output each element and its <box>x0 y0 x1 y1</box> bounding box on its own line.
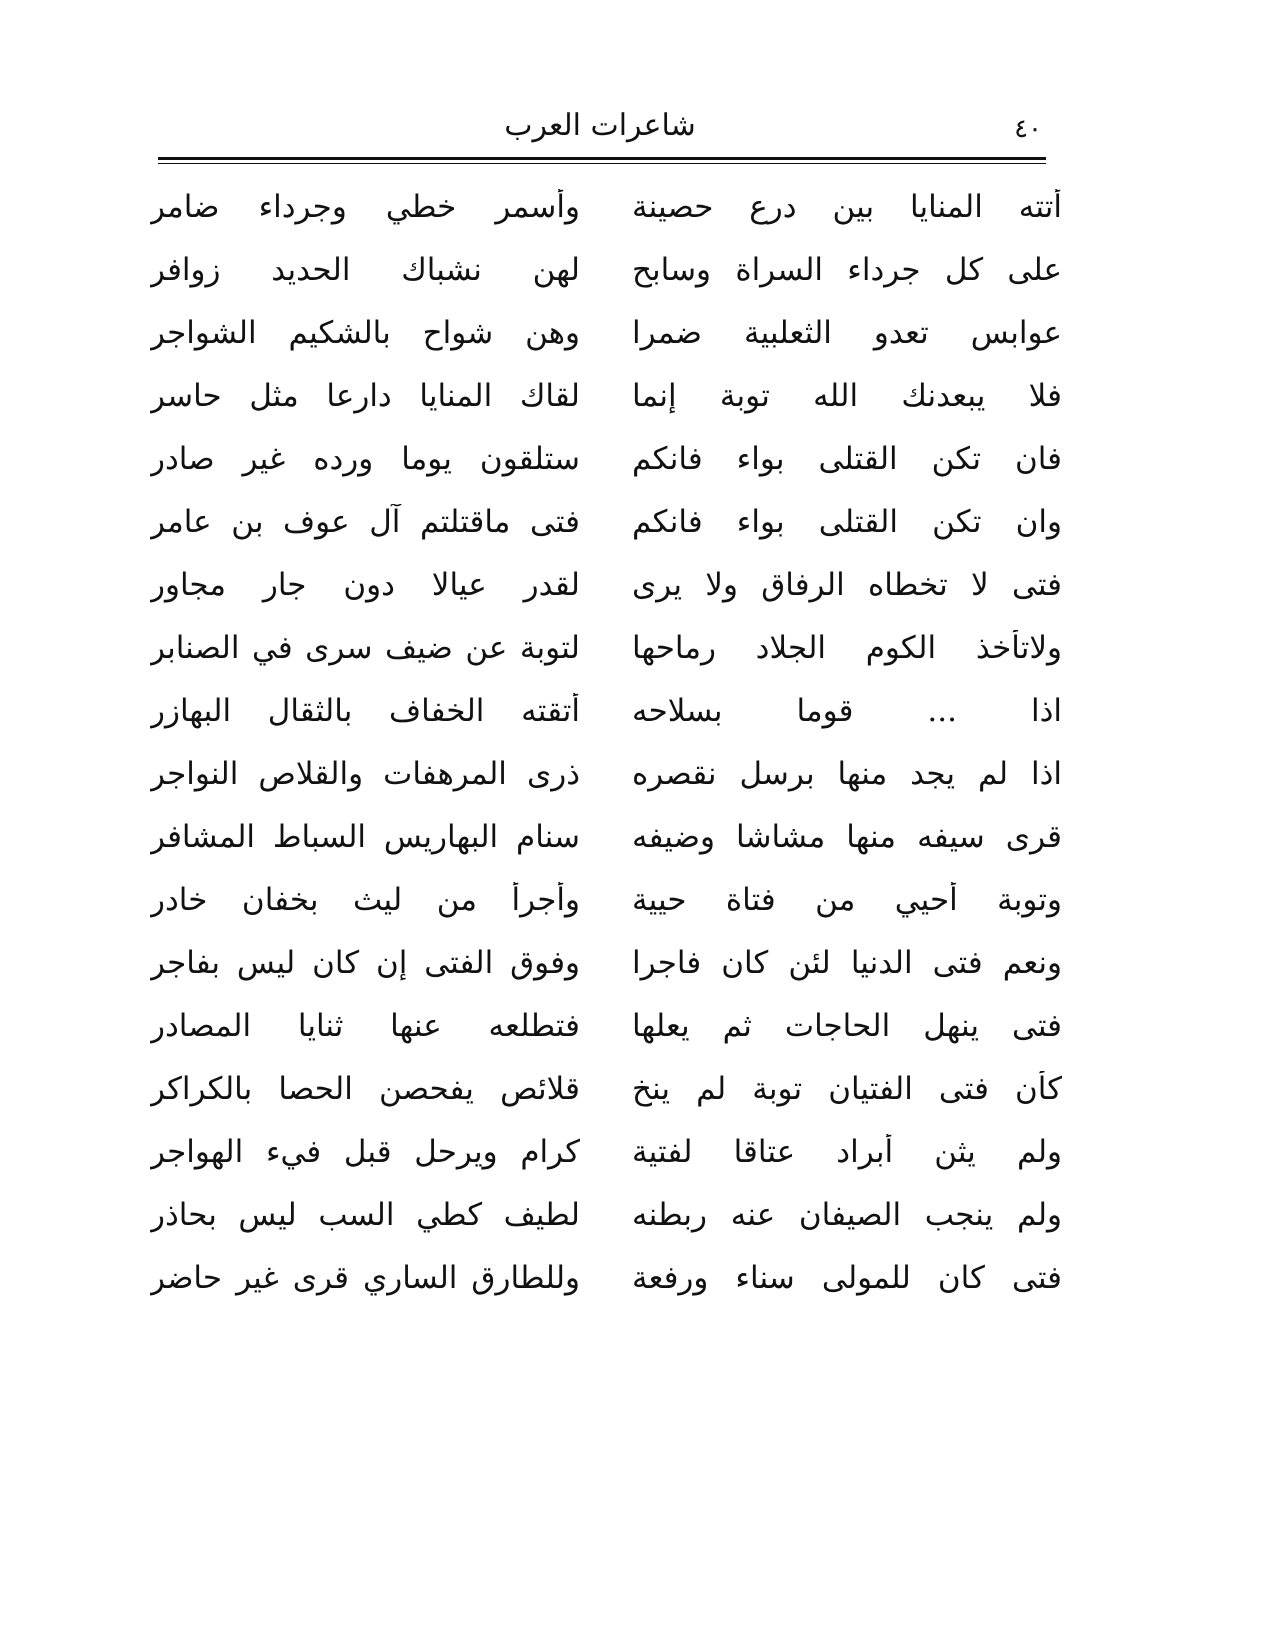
second-hemistich: لتوبة عن ضيف سرى في الصنابر <box>150 629 580 666</box>
verse-line <box>150 1246 1062 1309</box>
verse-line <box>150 364 1062 427</box>
first-hemistich: على كل جرداء السراة وسابح <box>632 251 1062 288</box>
second-hemistich: لقاك المنايا دارعا مثل حاسر <box>150 377 580 414</box>
second-hemistich: لطيف كطي السب ليس بحاذر <box>150 1196 580 1233</box>
verse-line <box>150 616 1062 679</box>
page-header <box>158 108 1042 158</box>
second-hemistich: وفوق الفتى إن كان ليس بفاجر <box>150 944 580 981</box>
first-hemistich: فتى لا تخطاه الرفاق ولا يرى <box>632 566 1062 603</box>
verse-line <box>150 805 1062 868</box>
first-hemistich: اذا لم يجد منها برسل نقصره <box>632 755 1062 792</box>
verse-line <box>150 301 1062 364</box>
verse-line <box>150 175 1062 238</box>
first-hemistich: وان تكن القتلى بواء فانكم <box>632 503 1062 540</box>
first-hemistich: ولم ينجب الصيفان عنه ربطنه <box>632 1196 1062 1233</box>
first-hemistich: فتى ينهل الحاجات ثم يعلها <box>632 1007 1062 1044</box>
verse-line <box>150 1057 1062 1120</box>
second-hemistich: وأجرأ من ليث بخفان خادر <box>150 881 580 918</box>
verse-line <box>150 1120 1062 1183</box>
second-hemistich: أتقته الخفاف بالثقال البهازر <box>150 692 580 729</box>
header-rule-thick <box>158 157 1046 160</box>
second-hemistich: كرام ويرحل قبل فيء الهواجر <box>150 1133 580 1170</box>
first-hemistich: عوابس تعدو الثعلبية ضمرا <box>632 314 1062 351</box>
first-hemistich: فلا يبعدنك الله توبة إنما <box>632 377 1062 414</box>
verse-line <box>150 679 1062 742</box>
second-hemistich: وأسمر خطي وجرداء ضامر <box>150 188 580 225</box>
first-hemistich: قرى سيفه منها مشاشا وضيفه <box>632 818 1062 855</box>
second-hemistich: فتى ماقتلتم آل عوف بن عامر <box>150 503 580 540</box>
poem-body <box>150 175 1062 1309</box>
first-hemistich: فان تكن القتلى بواء فانكم <box>632 440 1062 477</box>
verse-line <box>150 238 1062 301</box>
first-hemistich: أتته المنايا بين درع حصينة <box>632 188 1062 225</box>
second-hemistich: سنام البهاريس السباط المشافر <box>150 818 580 855</box>
verse-line <box>150 742 1062 805</box>
first-hemistich: اذا ... قوما بسلاحه <box>632 692 1062 729</box>
second-hemistich: لقدر عيالا دون جار مجاور <box>150 566 580 603</box>
page-number: ٤٠ <box>1014 114 1042 144</box>
verse-line <box>150 994 1062 1057</box>
verse-line <box>150 931 1062 994</box>
second-hemistich: وهن شواح بالشكيم الشواجر <box>150 314 580 351</box>
first-hemistich: كأن فتى الفتيان توبة لم ينخ <box>632 1070 1062 1107</box>
header-rule-thin <box>158 163 1046 164</box>
verse-line <box>150 427 1062 490</box>
first-hemistich: ونعم فتى الدنيا لئن كان فاجرا <box>632 944 1062 981</box>
second-hemistich: لهن نشباك الحديد زوافر <box>150 251 580 288</box>
second-hemistich: ذرى المرهفات والقلاص النواجر <box>150 755 580 792</box>
first-hemistich: وتوبة أحيي من فتاة حيية <box>632 881 1062 918</box>
verse-line <box>150 553 1062 616</box>
second-hemistich: وللطارق الساري قرى غير حاضر <box>150 1259 580 1296</box>
first-hemistich: ولم يثن أبراد عتاقا لفتية <box>632 1133 1062 1170</box>
verse-line <box>150 1183 1062 1246</box>
first-hemistich: فتى كان للمولى سناء ورفعة <box>632 1259 1062 1296</box>
verse-line <box>150 868 1062 931</box>
second-hemistich: قلائص يفحصن الحصا بالكراكر <box>150 1070 580 1107</box>
first-hemistich: ولاتأخذ الكوم الجلاد رماحها <box>632 629 1062 666</box>
verse-line <box>150 490 1062 553</box>
running-title: شاعرات العرب <box>504 108 696 143</box>
second-hemistich: ستلقون يوما ورده غير صادر <box>150 440 580 477</box>
second-hemistich: فتطلعه عنها ثنايا المصادر <box>150 1007 580 1044</box>
